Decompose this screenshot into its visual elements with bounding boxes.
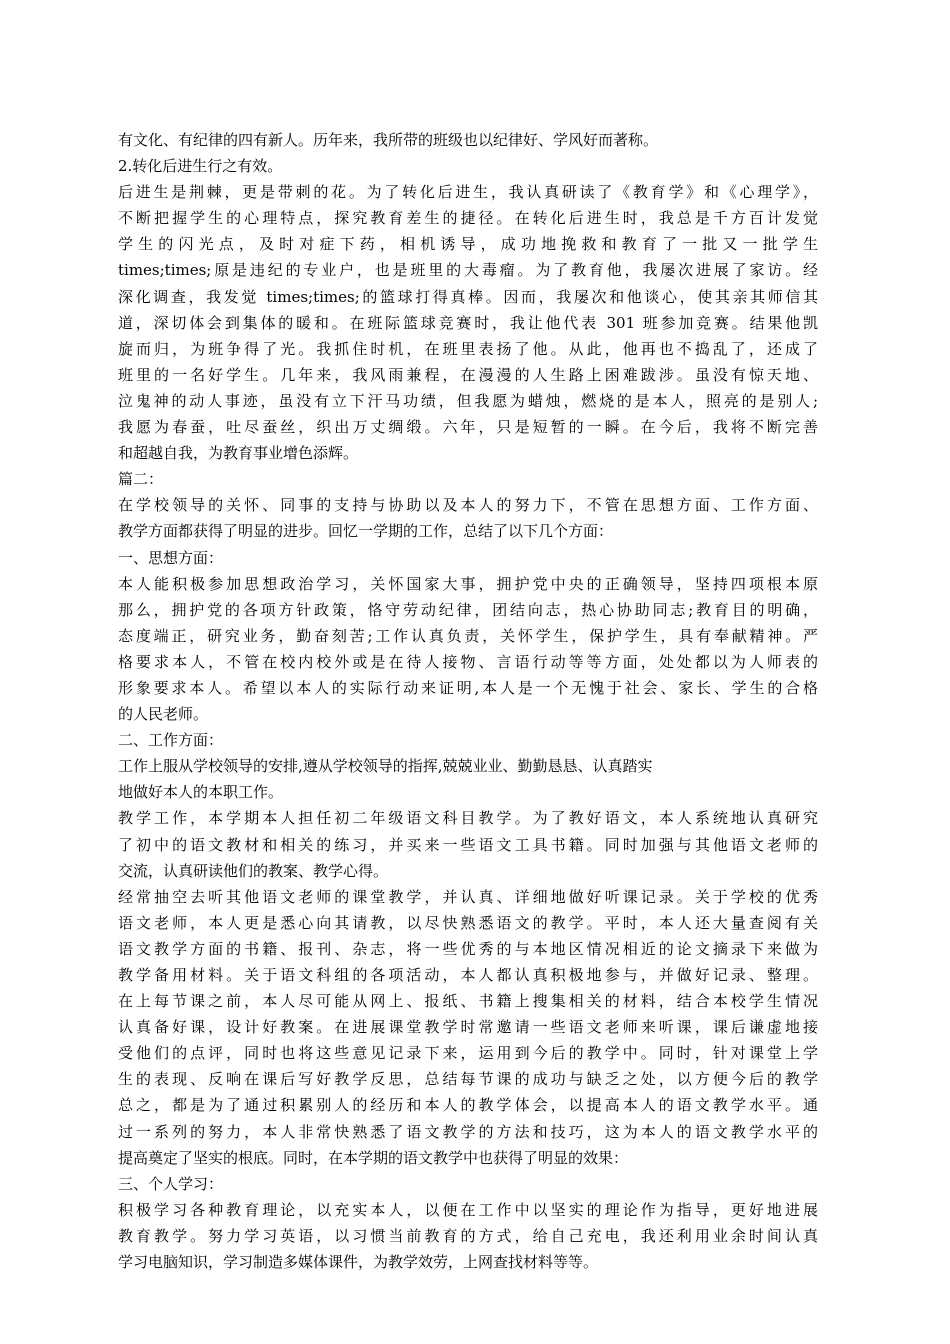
text-line: times;times;原是违纪的专业户，也是班里的大毒瘤。为了教育他，我屡次进展了家访。经 <box>118 261 818 280</box>
text-line: 三、个人学习： <box>118 1174 224 1193</box>
text-line: 受他们的点评，同时也将这些意见记录下来，运用到今后的教学中。同时，针对课堂上学 <box>118 1044 818 1063</box>
text-line: 本人能积极参加思想政治学习，关怀国家大事，拥护党中央的正确领导，坚持四项根本原 <box>118 574 818 593</box>
text-line: 那么，拥护党的各项方针政策，恪守劳动纪律，团结向志，热心协助同志;教育目的明确， <box>118 600 818 619</box>
text-line: 认真备好课，设计好教案。在进展课堂教学时常邀请一些语文老师来听课，课后谦虚地接 <box>118 1018 818 1037</box>
text-line: 语文老师，本人更是悉心向其请教，以尽快熟悉语文的教学。平时，本人还大量查阅有关 <box>118 913 818 932</box>
text-line: 学习电脑知识，学习制造多媒体课件，为教学效劳，上网查找材料等等。 <box>118 1253 599 1272</box>
text-line: 提高奠定了坚实的根底。同时，在本学期的语文教学中也获得了明显的效果： <box>118 1148 629 1167</box>
text-line: 工作上服从学校领导的安排,遵从学校领导的指挥,兢兢业业、勤勤恳恳、认真踏实 <box>118 757 653 776</box>
text-line: 班里的一名好学生。几年来，我风雨兼程，在漫漫的人生路上困难跋涉。虽没有惊天地、 <box>118 365 818 384</box>
text-line: 教育教学。努力学习英语，以习惯当前教育的方式，给自己充电，我还利用业余时间认真 <box>118 1226 818 1245</box>
text-line: 和超越自我，为教育事业增色添辉。 <box>118 444 359 463</box>
text-line: 形象要求本人。希望以本人的实际行动来证明,本人是一个无愧于社会、家长、学生的合格 <box>118 678 818 697</box>
text-line: 在上每节课之前，本人尽可能从网上、报纸、书籍上搜集相关的材料，结合本校学生情况 <box>118 992 818 1011</box>
text-line: 我愿为春蚕，吐尽蚕丝，织出万丈绸缎。六年，只是短暂的一瞬。在今后，我将不断完善 <box>118 418 818 437</box>
text-line: 过一系列的努力，本人非常快熟悉了语文教学的方法和技巧，这为本人的语文教学水平的 <box>118 1122 818 1141</box>
text-line: 一、思想方面： <box>118 548 224 567</box>
text-line: 在学校领导的关怀、同事的支持与协助以及本人的努力下，不管在思想方面、工作方面、 <box>118 496 818 515</box>
text-line: 深化调查，我发觉 times;times;的篮球打得真棒。因而，我屡次和他谈心，使其亲其师信其 <box>118 287 818 306</box>
text-line: 不断把握学生的心理特点，探究教育差生的捷径。在转化后进生时，我总是千方百计发觉 <box>118 209 818 228</box>
text-line: 泣鬼神的动人事迹，虽没有立下汗马功绩，但我愿为蜡烛，燃烧的是本人，照亮的是别人; <box>118 391 818 410</box>
text-line: 了初中的语文教材和相关的练习，并买来一些语文工具书籍。同时加强与其他语文老师的 <box>118 835 818 854</box>
text-line: 语文教学方面的书籍、报刊、杂志，将一些优秀的与本地区情况相近的论文摘录下来做为 <box>118 939 818 958</box>
text-line: 交流，认真研读他们的教案、教学心得。 <box>118 861 389 880</box>
text-line: 态度端正，研究业务，勤奋刻苦;工作认真负责，关怀学生，保护学生，具有奉献精神。严 <box>118 626 818 645</box>
text-line: 地做好本人的本职工作。 <box>118 783 284 802</box>
text-line: 教学备用材料。关于语文科组的各项活动，本人都认真积极地参与，并做好记录、整理。 <box>118 966 818 984</box>
text-line: 后进生是荆棘，更是带刺的花。为了转化后进生，我认真研读了《教育学》和《心理学》， <box>118 183 818 202</box>
text-line: 的人民老师。 <box>118 705 209 724</box>
text-line: 道，深切体会到集体的暖和。在班际篮球竞赛时，我让他代表 301 班参加竞赛。结果他凯 <box>118 313 818 332</box>
text-line: 有文化、有纪律的四有新人。历年来，我所带的班级也以纪律好、学风好而著称。 <box>118 131 659 149</box>
text-line: 2.转化后进生行之有效。 <box>118 157 283 176</box>
text-line: 二、工作方面： <box>118 731 224 750</box>
text-line: 经常抽空去听其他语文老师的课堂教学，并认真、详细地做好听课记录。关于学校的优秀 <box>118 887 818 906</box>
text-line: 教学工作，本学期本人担任初二年级语文科目教学。为了教好语文，本人系统地认真研究 <box>118 809 818 828</box>
document-body-text <box>118 127 818 1275</box>
text-line: 学 生 的 闪 光 点 ， 及 时 对 症 下 药 ， 相 机 诱 导 ， 成 功 地 挽 救 和 教 育 了 一 批 又 一 批 学 生 <box>118 235 818 254</box>
text-line: 积极学习各种教育理论，以充实本人，以便在工作中以坚实的理论作为指导，更好地进展 <box>118 1200 818 1219</box>
text-line: 教学方面都获得了明显的进步。回忆一学期的工作，总结了以下几个方面： <box>118 522 614 541</box>
text-line: 格要求本人，不管在校内校外或是在待人接物、言语行动等等方面，处处都以为人师表的 <box>118 652 818 671</box>
text-line: 总之，都是为了通过积累别人的经历和本人的教学体会，以提高本人的语文教学水平。通 <box>118 1096 818 1115</box>
text-line: 篇二： <box>118 470 164 489</box>
text-line: 生的表现、反响在课后写好教学反思，总结每节课的成功与缺乏之处，以方便今后的教学 <box>118 1070 818 1089</box>
text-line: 旋而归，为班争得了光。我抓住时机，在班里表扬了他。从此，他再也不捣乱了，还成了 <box>118 339 818 358</box>
